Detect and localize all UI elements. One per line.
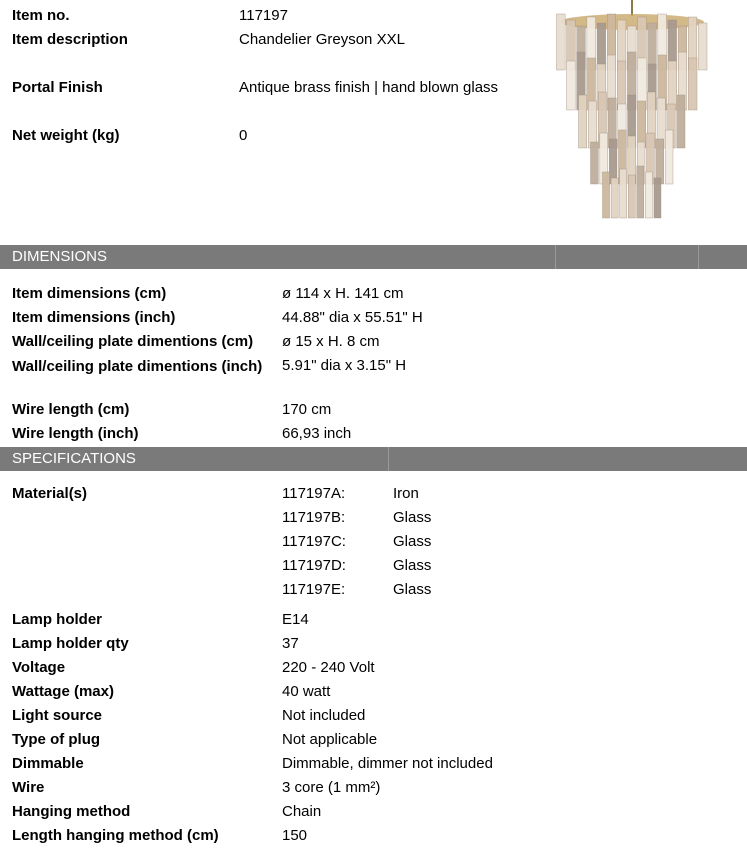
spec-value: 40 watt [282, 683, 331, 700]
glass-panel [637, 166, 644, 218]
description-value: Chandelier Greyson XXL [239, 31, 405, 48]
product-image [548, 0, 720, 232]
glass-panel [656, 139, 664, 184]
spec-label: Voltage [12, 659, 66, 676]
material-code: 117197D: [282, 557, 346, 574]
glass-panel [579, 95, 587, 148]
weight-label: Net weight (kg) [12, 127, 120, 144]
material-name: Iron [393, 485, 419, 502]
spec-value: Chain [282, 803, 322, 820]
item-no-value: 117197 [239, 7, 288, 24]
glass-panel [588, 101, 596, 148]
spec-value: 3 core (1 mm²) [282, 779, 381, 796]
item-no-label: Item no. [12, 7, 70, 24]
glass-panel [557, 14, 566, 70]
description-label: Item description [12, 31, 128, 48]
material-name: Glass [393, 533, 432, 550]
specifications-title: SPECIFICATIONS [12, 450, 136, 467]
wire-cm-label: Wire length (cm) [12, 401, 130, 418]
spec-value: Not applicable [282, 731, 378, 748]
specifications-header [0, 447, 747, 471]
spec-value: 37 [282, 635, 299, 652]
glass-panel [611, 178, 618, 218]
finish-value: Antique brass finish | hand blown glass [239, 79, 499, 96]
glass-panel [645, 172, 652, 218]
glass-panel [677, 95, 685, 148]
glass-panel [617, 61, 626, 110]
glass-panel [609, 139, 617, 184]
spec-label: Type of plug [12, 731, 101, 748]
glass-panel [654, 178, 661, 218]
plate-cm-label: Wall/ceiling plate dimentions (cm) [12, 333, 254, 350]
material-name: Glass [393, 509, 432, 526]
material-label: Material(s) [12, 485, 88, 502]
spec-label: Length hanging method (cm) [12, 827, 219, 844]
glass-panel [591, 142, 599, 184]
glass-panel [648, 23, 657, 70]
material-code: 117197A: [282, 485, 346, 502]
material-name: Glass [393, 581, 432, 598]
finish-label: Portal Finish [12, 79, 103, 96]
glass-panel [620, 169, 627, 218]
item-cm-value: ø 114 x H. 141 cm [282, 285, 404, 302]
glass-panel [597, 23, 606, 70]
spec-value: Dimmable, dimmer not included [282, 755, 493, 772]
item-inch-value: 44.88" dia x 55.51" H [282, 309, 423, 326]
glass-panel [698, 23, 707, 70]
glass-panel [628, 175, 635, 218]
plate-cm-value: ø 15 x H. 8 cm [282, 333, 380, 350]
plate-inch-label: Wall/ceiling plate dimentions (inch) [12, 358, 263, 375]
glass-panel [637, 101, 645, 148]
wire-inch-label: Wire length (inch) [12, 425, 139, 442]
glass-panel [603, 172, 610, 218]
spec-value: Not included [282, 707, 366, 724]
spec-label: Lamp holder qty [12, 635, 129, 652]
spec-label: Lamp holder [12, 611, 103, 628]
dimensions-title: DIMENSIONS [12, 248, 108, 265]
material-code: 117197B: [282, 509, 346, 526]
item-inch-label: Item dimensions (inch) [12, 309, 176, 326]
spec-value: 150 [282, 827, 308, 844]
spec-value: E14 [282, 611, 309, 628]
glass-panel [665, 130, 673, 184]
item-cm-label: Item dimensions (cm) [12, 285, 167, 302]
material-code: 117197E: [282, 581, 346, 598]
dimensions-header [0, 245, 747, 269]
plate-inch-value: 5.91" dia x 3.15" H [282, 357, 407, 374]
spec-label: Dimmable [12, 755, 84, 772]
wire-cm-value: 170 cm [282, 401, 332, 418]
glass-panel [567, 61, 576, 110]
spec-value: 220 - 240 Volt [282, 659, 375, 676]
spec-label: Light source [12, 707, 103, 724]
material-name: Glass [393, 557, 432, 574]
glass-panel [688, 58, 697, 110]
spec-label: Wire [12, 779, 45, 796]
weight-value: 0 [239, 127, 248, 144]
wire-inch-value: 66,93 inch [282, 425, 352, 442]
glass-panel [668, 61, 677, 110]
material-code: 117197C: [282, 533, 346, 550]
spec-label: Hanging method [12, 803, 131, 820]
spec-label: Wattage (max) [12, 683, 114, 700]
